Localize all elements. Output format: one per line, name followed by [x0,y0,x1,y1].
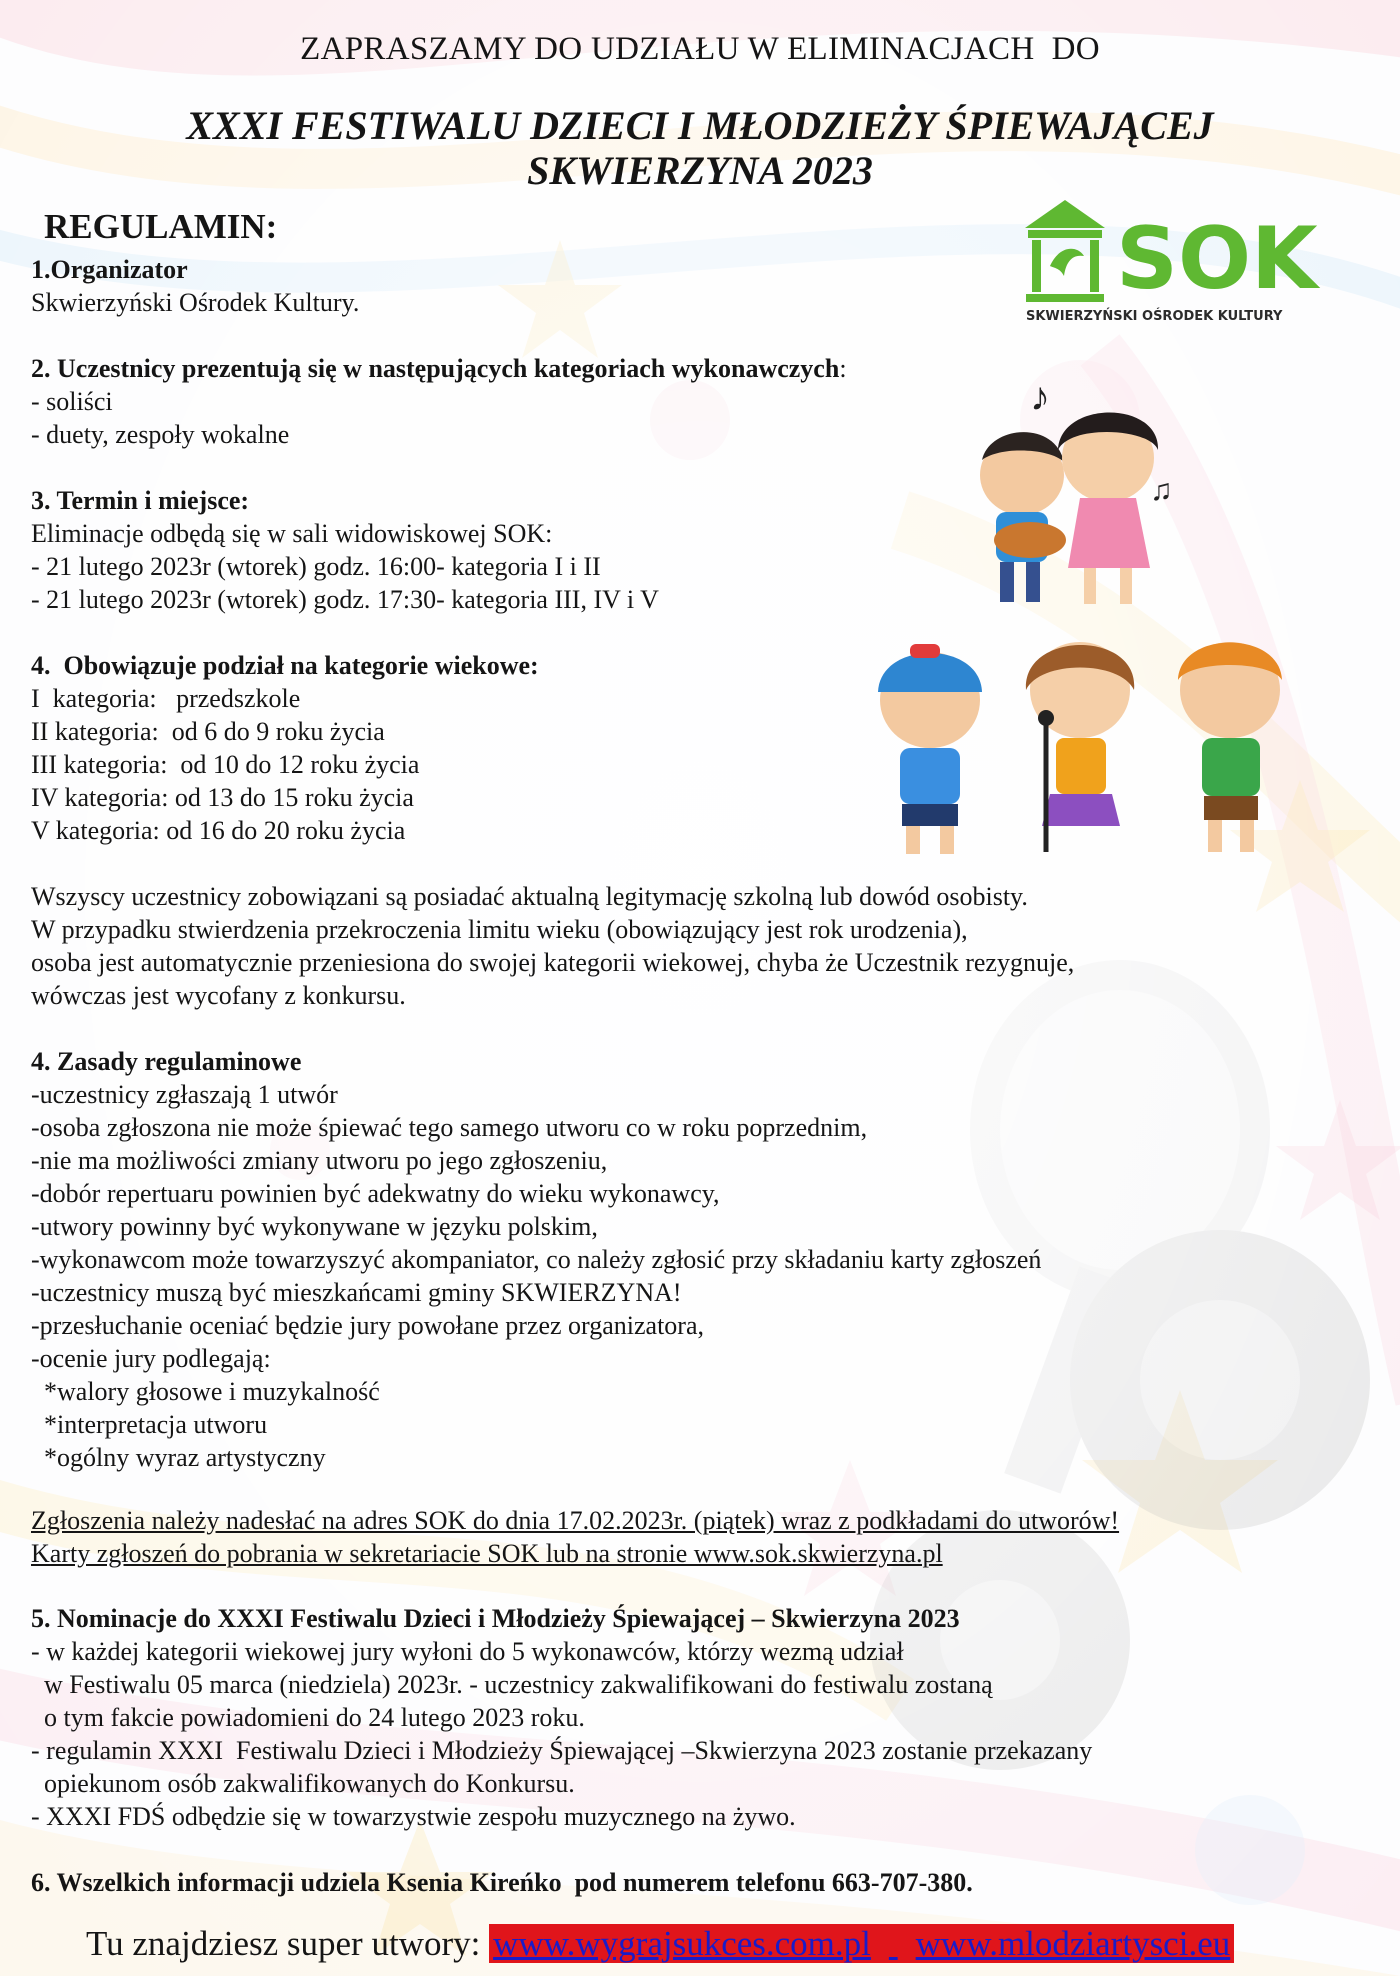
rules-heading: 4. Zasady regulaminowe [31,1047,302,1076]
rule-criterion: *ogólny wyraz artystyczny [31,1443,326,1472]
sok-logo [1020,196,1330,326]
section2-heading-colon: : [839,354,847,383]
singing-kids-guitar-illustration [960,380,1200,610]
section3-line: Eliminacje odbędą się w sali widowiskowej SOK: [31,519,553,548]
section1-text: Skwierzyński Ośrodek Kultury. [31,288,360,317]
section5-line: - regulamin XXXI Festiwalu Dzieci i Młodzieży Śpiewającej –Skwierzyna 2023 zostanie przekazany [31,1736,1093,1765]
section3-line: - 21 lutego 2023r (wtorek) godz. 17:30- kategoria III, IV i V [31,585,659,614]
notice-line: Wszyscy uczestnicy zobowiązani są posiadać aktualną legitymację szkolną lub dowód osobisty. [31,882,1028,911]
regulamin-heading: REGULAMIN: [44,207,278,246]
notice-line: osoba jest automatycznie przeniesiona do swojej kategorii wiekowej, chyba że Uczestnik rezygnuje, [31,948,1075,977]
section2-item: - soliści [31,387,113,416]
temple-icon [1025,200,1105,302]
festival-title-line1: XXXI FESTIWALU DZIECI I MŁODZIEŻY ŚPIEWAJĄCEJ [186,103,1214,148]
rule-item: -ocenie jury podlegają: [31,1344,271,1373]
section5-line: o tym fakcie powiadomieni do 24 lutego 2023 roku. [31,1703,585,1732]
rule-item: -utwory powinny być wykonywane w języku polskim, [31,1212,598,1241]
link-mlodziartysci[interactable]: www.mlodziartysci.eu [912,1924,1235,1963]
section5-line: - w każdej kategorii wiekowej jury wyłoni do 5 wykonawców, którzy wezmą udział [31,1637,904,1666]
age-category: III kategoria: od 10 do 12 roku życia [31,750,420,779]
section3-line: - 21 lutego 2023r (wtorek) godz. 16:00- kategoria I i II [31,552,601,581]
singing-kids-microphones-illustration [850,630,1310,860]
logo-letters: SOK [1116,209,1318,309]
notice-line: wówczas jest wycofany z konkursu. [31,981,406,1010]
section5-line: - XXXI FDŚ odbędzie się w towarzystwie zespołu muzycznego na żywo. [31,1802,796,1831]
footer [86,1922,1234,1966]
notice-line: W przypadku stwierdzenia przekroczenia limitu wieku (obowiązujący jest rok urodzenia), [31,915,968,944]
section2-heading [31,353,847,385]
rule-item: -przesłuchanie oceniać będzie jury powołane przez organizatora, [31,1311,705,1340]
rule-criterion: *interpretacja utworu [31,1410,268,1439]
footer-text: Tu znajdziesz super utwory: [86,1924,490,1963]
music-note-icon: ♪ [1030,380,1050,419]
section5-line: w Festiwalu 05 marca (niedziela) 2023r. - uczestnicy zakwalifikowani do festiwalu zostaną [31,1670,993,1699]
rule-criterion: *walory głosowe i muzykalność [31,1377,380,1406]
rule-item: -nie ma możliwości zmiany utworu po jego zgłoszeniu, [31,1146,608,1175]
rule-item: -wykonawcom może towarzyszyć akompaniator, co należy zgłosić przy składaniu karty zgłoszeń [31,1245,1042,1274]
age-category: I kategoria: przedszkole [31,684,301,713]
age-category: V kategoria: od 16 do 20 roku życia [31,816,406,845]
invitation-header: ZAPRASZAMY DO UDZIAŁU W ELIMINACJACH DO [300,31,1100,67]
rule-item: -osoba zgłoszona nie może śpiewać tego samego utworu co w roku poprzednim, [31,1113,868,1142]
rule-item: -dobór repertuaru powinien być adekwatny do wieku wykonawcy, [31,1179,720,1208]
contact-info: 6. Wszelkich informacji udziela Ksenia Kireńko pod numerem telefonu 663-707-380. [31,1868,973,1897]
section1-heading: 1.Organizator [31,255,188,284]
age-category: II kategoria: od 6 do 9 roku życia [31,717,385,746]
link-spacer [875,1924,912,1963]
age-category: IV kategoria: od 13 do 15 roku życia [31,783,414,812]
festival-title-line2: SKWIERZYNA 2023 [527,148,873,193]
section2-heading-text: 2. Uczestnicy prezentują się w następujących kategoriach wykonawczych [31,354,840,383]
rule-item: -uczestnicy muszą być mieszkańcami gminy SKWIERZYNA! [31,1278,682,1307]
section5-heading: 5. Nominacje do XXXI Festiwalu Dzieci i Młodzieży Śpiewającej – Skwierzyna 2023 [31,1604,960,1633]
section2-item: - duety, zespoły wokalne [31,420,290,449]
logo-subtitle: SKWIERZYŃSKI OŚRODEK KULTURY [1026,309,1283,324]
link-wygrajsukces[interactable]: www.wygrajsukces.com.pl [489,1924,875,1963]
submission-deadline: Zgłoszenia należy nadesłać na adres SOK do dnia 17.02.2023r. (piątek) wraz z podkładami do utworów! [31,1506,1120,1535]
section5-line: opiekunom osób zakwalifikowanych do Konkursu. [31,1769,575,1798]
music-note-icon: ♫ [1150,474,1173,507]
submission-forms: Karty zgłoszeń do pobrania w sekretariacie SOK lub na stronie www.sok.skwierzyna.pl [31,1539,943,1568]
section3-heading: 3. Termin i miejsce: [31,486,250,515]
section4-heading: 4. Obowiązuje podział na kategorie wiekowe: [31,651,539,680]
rule-item: -uczestnicy zgłaszają 1 utwór [31,1080,338,1109]
